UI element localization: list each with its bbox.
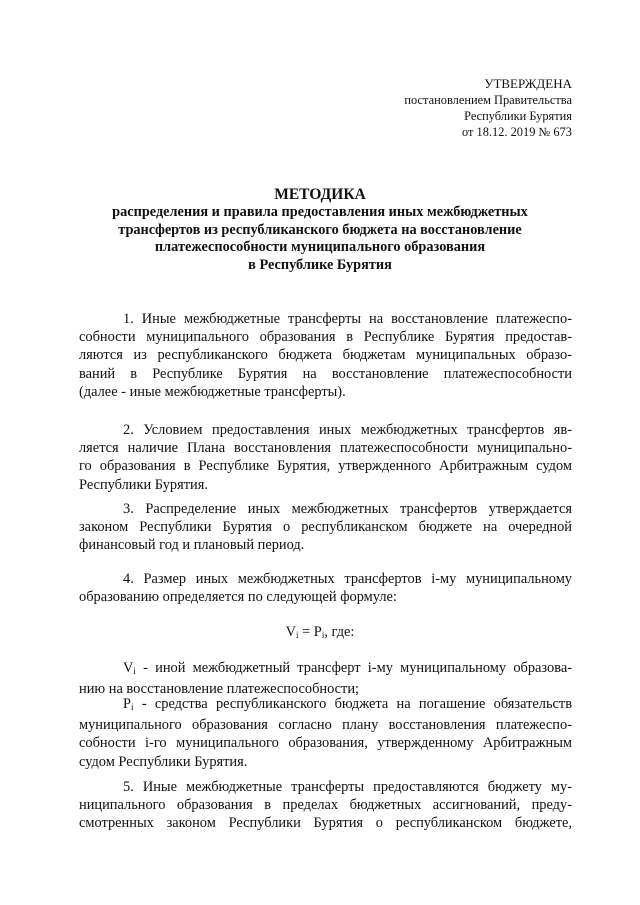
def-v-sub: i — [133, 666, 136, 676]
text-line: законом Республики Бурятия о республиканском бюджете на очередной — [79, 519, 572, 536]
text-line: ляется наличие Плана восстановления платежеспособности муниципально- — [79, 440, 572, 457]
def-p-sub: i — [131, 702, 134, 712]
text-line: 1. Иные межбюджетные трансферты на восстановление платежеспо- — [123, 311, 572, 327]
text-line: 3. Распределение иных межбюджетных трансфертов утверждается — [123, 501, 572, 517]
text-line: 2. Условием предоставления иных межбюджетных трансфертов яв- — [123, 422, 572, 438]
paragraph-4 — [79, 570, 572, 606]
text-line: ляются из республиканского бюджета бюджетам муниципальных образо- — [79, 347, 572, 364]
formula — [0, 624, 640, 641]
text-line: (далее - иные межбюджетные трансферты). — [79, 383, 346, 400]
text-line: образованию определяется по следующей формуле: — [79, 589, 397, 606]
text-line: нию на восстановление платежеспособности; — [79, 681, 360, 698]
definition-p — [79, 695, 572, 771]
text-line: ниципального образования в пределах бюджетных ассигнований, преду- — [79, 797, 572, 814]
text-line: муниципального образования согласно плану восстановления платежеспо- — [79, 717, 572, 734]
paragraph-2 — [79, 421, 572, 494]
title-main: МЕТОДИКА — [274, 186, 366, 203]
approval-line: постановлением Правительства — [404, 93, 572, 107]
title-line: распределения и правила предоставления иных межбюджетных — [112, 204, 528, 220]
def-p-symbol: P — [123, 696, 132, 712]
title-line: платежеспособности муниципального образования — [154, 239, 486, 256]
title-line: трансфертов из республиканского бюджета на восстановление — [118, 221, 522, 238]
text-line: собности муниципального образования в Республике Бурятия предостав- — [79, 329, 572, 346]
paragraph-3 — [79, 500, 572, 555]
paragraph-1 — [79, 310, 572, 401]
text-line — [79, 695, 572, 716]
text-line: 5. Иные межбюджетные трансферты предоставляются бюджету му- — [123, 779, 572, 795]
paragraph-5 — [79, 778, 572, 833]
def-p-text: - средства республиканского бюджета на погашение обязательств — [133, 696, 572, 712]
title-line: в Республике Бурятия — [248, 256, 392, 273]
approval-stamp — [404, 76, 572, 140]
text-line — [79, 659, 572, 680]
text-line: го образования в Республике Бурятия, утвержденного Арбитражным судом — [79, 458, 572, 475]
text-line: собности i-го муниципального образования, утвержденному Арбитражным — [79, 735, 572, 752]
text-line: 4. Размер иных межбюджетных трансфертов i-му муниципальному — [123, 571, 572, 587]
def-v-symbol: V — [123, 660, 134, 676]
formula-v-sub: i — [295, 630, 299, 640]
formula-eq: = P — [298, 624, 322, 640]
definition-v — [79, 659, 572, 698]
approval-date: от 18.12. 2019 № 673 — [461, 125, 572, 139]
text-line: судом Республики Бурятия. — [79, 753, 248, 770]
text-line: ваний в Республике Бурятия на восстановление платежеспособности — [79, 365, 572, 382]
document-title — [80, 185, 560, 274]
text-line: Республики Бурятия. — [79, 476, 208, 493]
text-line: финансовый год и плановый период. — [79, 537, 305, 554]
def-v-text: - иной межбюджетный трансферт i-му муниципальному образова- — [135, 660, 572, 676]
approval-line: Республики Бурятия — [464, 109, 572, 123]
formula-tail: , где: — [324, 624, 355, 640]
approval-heading: УТВЕРЖДЕНА — [484, 76, 572, 91]
formula-p-sub: i — [321, 630, 325, 640]
text-line: смотренных законом Республики Бурятия о республиканском бюджете, — [79, 815, 572, 832]
formula-v: V — [285, 624, 296, 640]
